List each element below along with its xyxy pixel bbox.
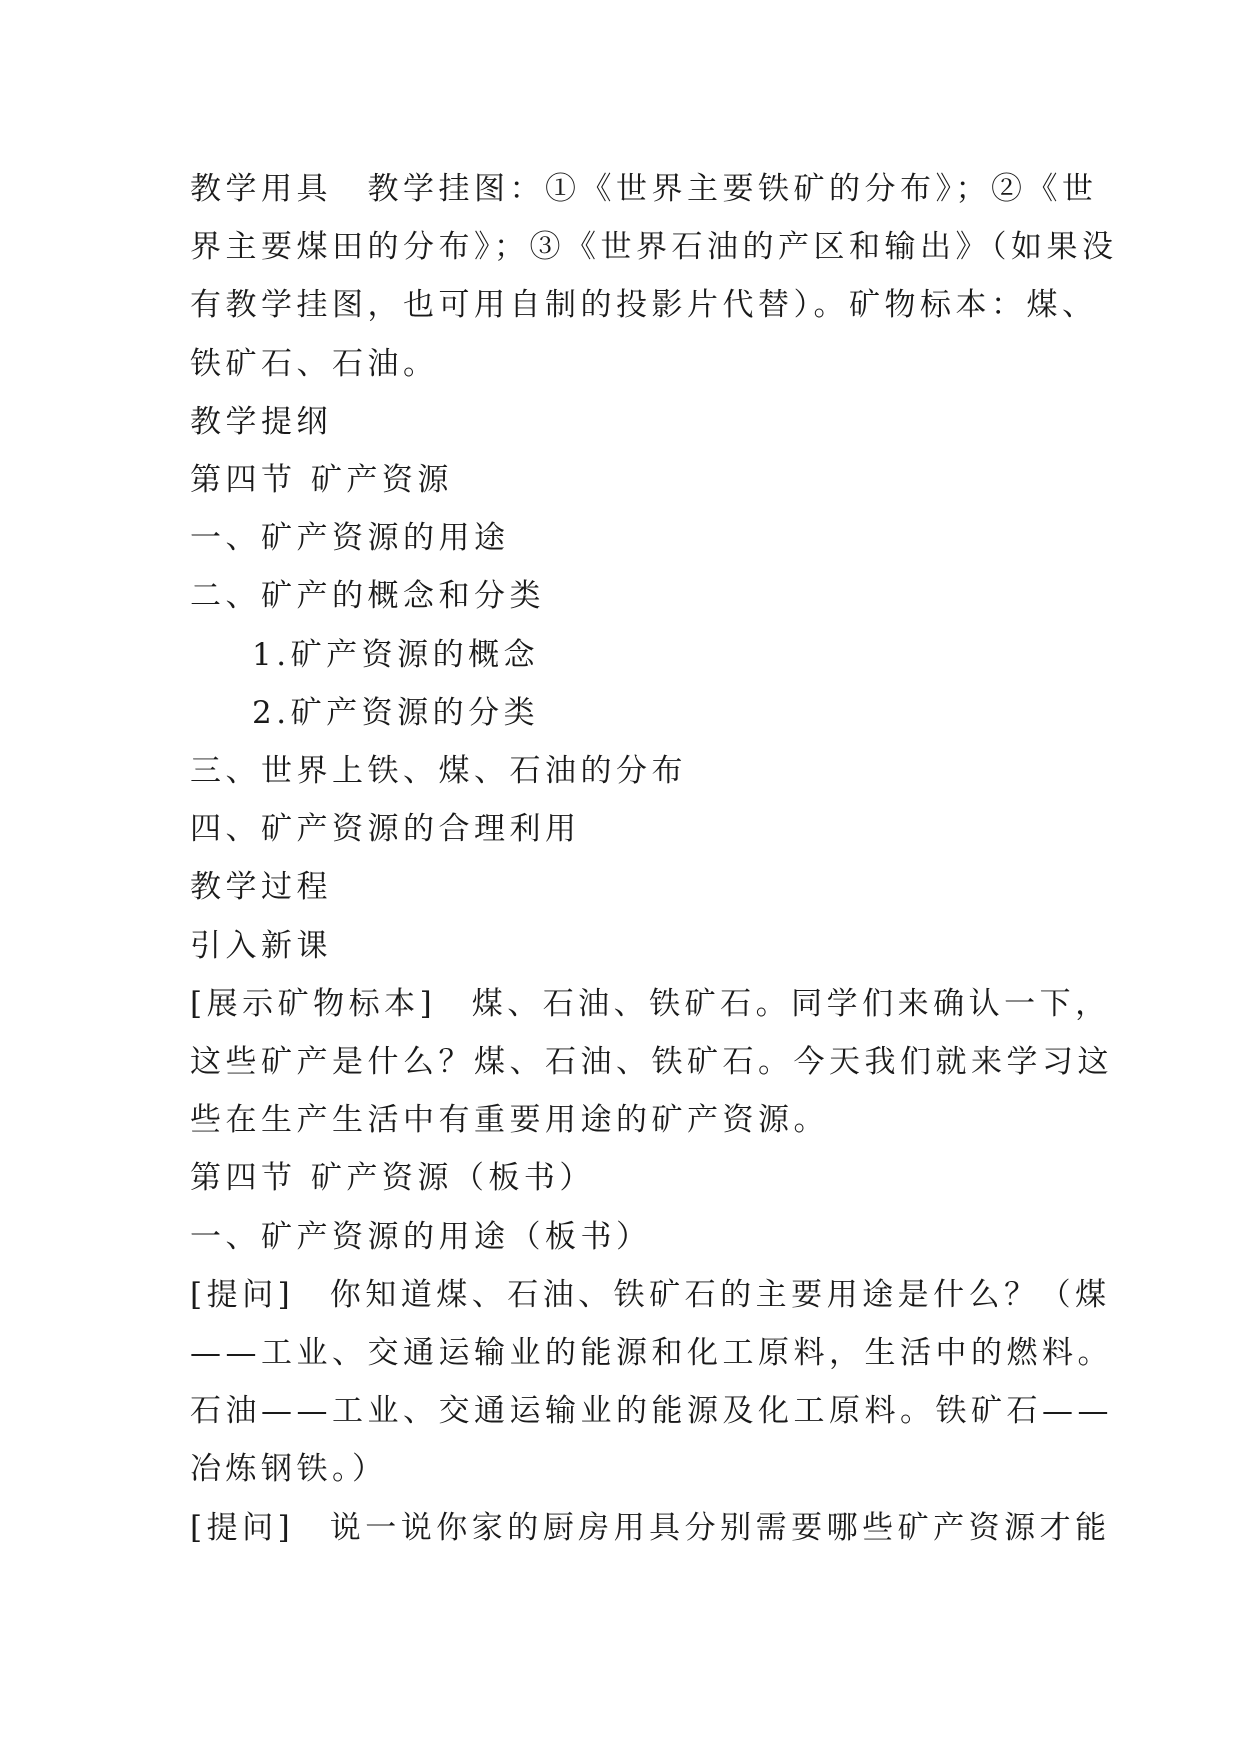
- outline-item: 二、矿产的概念和分类: [190, 578, 545, 615]
- text-line: [提问] 你知道煤、石油、铁矿石的主要用途是什么？（煤: [190, 1276, 1111, 1313]
- outline-subitem: 2.矿产资源的分类: [252, 694, 540, 731]
- section-heading: 教学提纲: [190, 403, 332, 440]
- text-line: 有教学挂图，也可用自制的投影片代替）。矿物标本：煤、: [190, 287, 1098, 324]
- outline-item: 一、矿产资源的用途: [190, 520, 510, 557]
- text-line: 教学用具 教学挂图：①《世界主要铁矿的分布》；②《世: [190, 171, 1098, 207]
- text-line: 石油——工业、交通运输业的能源及化工原料。铁矿石——: [190, 1393, 1113, 1430]
- text-line: [展示矿物标本] 煤、石油、铁矿石。同学们来确认一下，: [190, 985, 1111, 1022]
- section-heading: 第四节 矿产资源: [190, 462, 453, 499]
- outline-item: 一、矿产资源的用途（板书）: [190, 1218, 652, 1255]
- text-line: 这些矿产是什么？煤、石油、铁矿石。今天我们就来学习这: [190, 1044, 1113, 1081]
- text-line: 界主要煤田的分布》；③《世界石油的产区和输出》（如果没: [190, 229, 1118, 266]
- text-line: [提问] 说一说你家的厨房用具分别需要哪些矿产资源才能: [190, 1509, 1111, 1546]
- section-heading: 第四节 矿产资源（板书）: [190, 1160, 595, 1197]
- text-line: 些在生产生活中有重要用途的矿产资源。: [190, 1102, 829, 1139]
- outline-item: 四、矿产资源的合理利用: [190, 811, 581, 848]
- section-heading: 引入新课: [190, 927, 332, 964]
- text-line: 冶炼钢铁。）: [190, 1451, 388, 1488]
- outline-subitem: 1.矿产资源的概念: [252, 636, 540, 673]
- text-line: 铁矿石、石油。: [190, 345, 439, 382]
- outline-item: 三、世界上铁、煤、石油的分布: [190, 753, 687, 790]
- text-line: ——工业、交通运输业的能源和化工原料，生活中的燃料。: [190, 1335, 1113, 1372]
- document-body: [190, 160, 1118, 1557]
- section-heading: 教学过程: [190, 869, 332, 906]
